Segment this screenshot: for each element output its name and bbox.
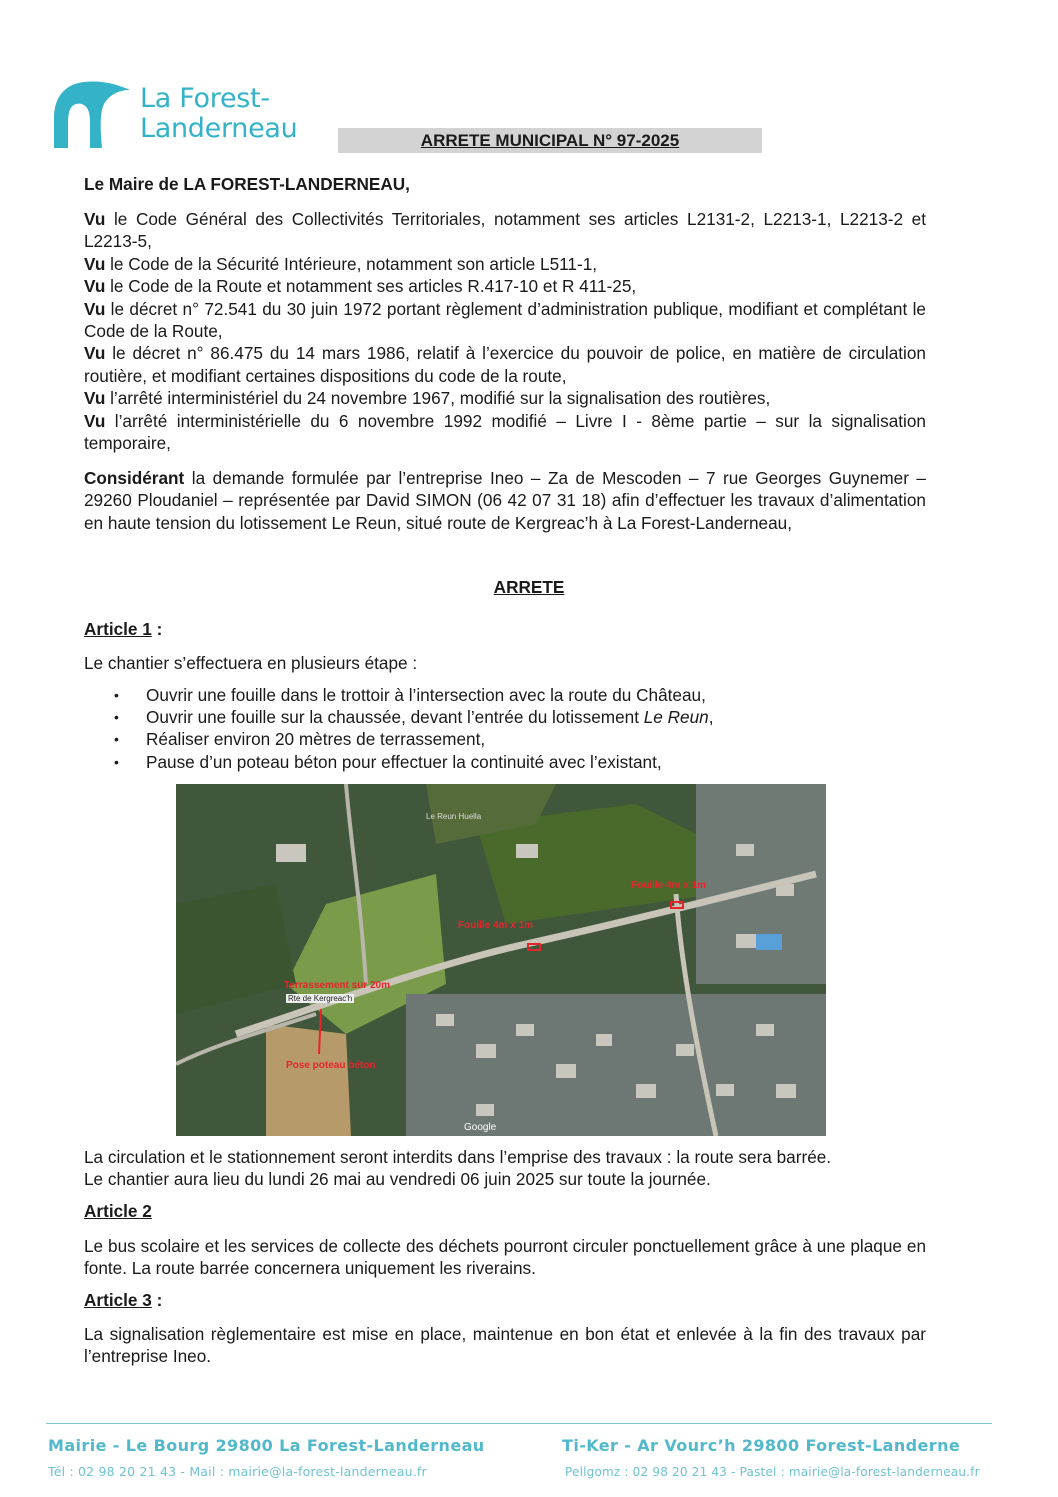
- arch-logo-icon: [50, 78, 134, 150]
- logo-line-1: La Forest-: [140, 83, 270, 114]
- map-label-poteau: Pose poteau béton: [286, 1060, 376, 1071]
- visa-item: Vu l’arrêté interministérielle du 6 novembre 1992 modifié – Livre I - 8ème partie – sur la signalisation temporaire,: [84, 410, 926, 454]
- footer-address-fr: Mairie - Le Bourg 29800 La Forest-Landerneau: [48, 1436, 485, 1455]
- visas-block: [84, 208, 926, 454]
- list-item: • Ouvrir une fouille sur la chaussée, devant l’entrée du lotissement Le Reun,: [84, 706, 944, 728]
- visa-item: Vu le décret n° 86.475 du 14 mars 1986, relatif à l’exercice du pouvoir de police, en matière de circulation routière, et modifiant certaines dispositions du code de la route,: [84, 343, 926, 386]
- map-label-terrassement: Terrassement sur 20m: [284, 980, 390, 991]
- arrete-heading: ARRETE: [493, 577, 565, 597]
- list-item: • Ouvrir une fouille dans le trottoir à l’intersection avec la route du Château,: [84, 684, 944, 706]
- google-watermark: Google: [464, 1122, 497, 1133]
- visa-item: Vu le Code Général des Collectivités Territoriales, notamment ses articles L2131-2, L2213-1, L2213-2 et L2213-5,: [84, 209, 926, 252]
- article-1-dates: Le chantier aura lieu du lundi 26 mai au vendredi 06 juin 2025 sur toute la journée.: [84, 1169, 711, 1189]
- visa-item: Vu le Code de la Sécurité Intérieure, notamment son article L511-1,: [84, 253, 598, 274]
- logo-line-2: Landerneau: [140, 113, 298, 144]
- footer-contact-fr: Tél : 02 98 20 21 43 - Mail : mairie@la-forest-landerneau.fr: [48, 1464, 427, 1479]
- article-2-heading: Article 2: [84, 1201, 152, 1221]
- list-item: • Réaliser environ 20 mètres de terrassement,: [84, 728, 944, 750]
- visa-item: Vu l’arrêté interministériel du 24 novembre 1967, modifié sur la signalisation des routières,: [84, 388, 771, 409]
- considerant-paragraph: Considérant la demande formulée par l’entreprise Ineo – Za de Mescoden – 7 rue Georges Guynemer – 29260 Ploudaniel – représentée par David SIMON (06 42 07 31 18) afin d’effectuer les travaux d’alimentation en haute tension du lotissement Le Reun, situé route de Kergreac’h à La Forest-Landerneau,: [84, 468, 926, 533]
- aerial-map-image: [176, 784, 826, 1136]
- article-1-bullets: [84, 684, 944, 773]
- decree-title-box: [338, 128, 762, 153]
- map-road-label: Rte de Kergreac'h: [288, 994, 353, 1003]
- footer-divider: [46, 1423, 992, 1424]
- visa-item: Vu le décret n° 72.541 du 30 juin 1972 portant règlement d’administration publique, modifiant et complétant le Code de la Route,: [84, 298, 926, 342]
- article-3-text: La signalisation règlementaire est mise en place, maintenue en bon état et enlevée à la fin des travaux par l’entreprise Ineo.: [84, 1324, 926, 1367]
- footer-contact-br: Pellgomz : 02 98 20 21 43 - Pastel : mairie@la-forest-landerneau.fr: [565, 1465, 980, 1479]
- map-place-label: Le Reun Huella: [426, 812, 482, 821]
- article-2-text: Le bus scolaire et les services de collecte des déchets pourront circuler ponctuellement grâce à une plaque en fonte. La route barrée concernera uniquement les riverains.: [84, 1236, 926, 1279]
- article-3-heading: Article 3 :: [84, 1290, 163, 1310]
- list-item: • Pause d’un poteau béton pour effectuer la continuité avec l’existant,: [84, 751, 944, 773]
- work-site-map: [176, 784, 826, 1136]
- footer-address-br: Ti-Ker - Ar Vourc’h 29800 Forest-Landerne: [562, 1436, 961, 1455]
- article-1-intro: Le chantier s’effectuera en plusieurs étape :: [84, 653, 418, 673]
- article-1-circulation: La circulation et le stationnement seront interdits dans l’emprise des travaux : la route sera barrée.: [84, 1147, 832, 1167]
- article-1-heading: Article 1 :: [84, 619, 163, 639]
- map-label-fouille-2: Fouille 4m x 1m: [458, 920, 534, 931]
- visa-item: Vu le Code de la Route et notamment ses articles R.417-10 et R 411-25,: [84, 276, 637, 297]
- decree-title: ARRETE MUNICIPAL N° 97-2025: [420, 131, 680, 150]
- map-label-fouille-1: Fouille 4m x 1m: [631, 880, 707, 891]
- maire-heading: Le Maire de LA FOREST-LANDERNEAU,: [84, 174, 410, 194]
- logo-wordmark: [140, 84, 297, 144]
